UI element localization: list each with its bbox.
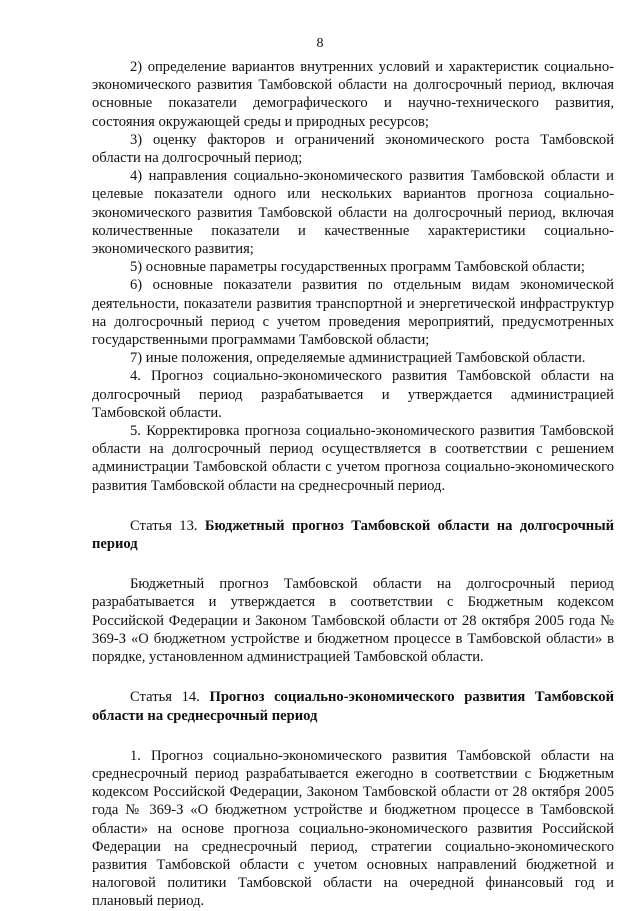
article-13-body: Бюджетный прогноз Тамбовской области на долгосрочный период разрабатывается и утверждается в соответствии с Бюджетным кодексом Российской Федерации и Законом Тамбовской области от 28 октября 2005 года № 369-З «О бюджетном устройстве и бюджетном процессе в Тамбовской области» в порядке, установленном администрацией Тамбовской области. <box>92 576 614 666</box>
article-13-title: Бюджетный прогноз Тамбовской области на долгосрочный период <box>92 517 615 553</box>
clause-4: 4. Прогноз социально-экономического развития Тамбовской области на долгосрочный период разрабатывается и утверждается администрацией Тамбовской области. <box>92 368 614 421</box>
list-item-7: 7) иные положения, определяемые администрацией Тамбовской области. <box>130 350 586 367</box>
article-13-label: Статья 13. <box>130 517 205 534</box>
article-14-body: 1. Прогноз социально-экономического развития Тамбовской области на среднесрочный период разрабатывается ежегодно в соответствии с Бюджетным кодексом Российской Федерации, Законом Тамбовской области от 28 октября 2005 года № 369-З «О бюджетном устройстве и бюджетном процессе в Тамбовской области» на основе прогноза социально-экономического развития Российской Федерации на среднесрочный период, стратегии социально-экономического развития Тамбовской области с учетом основных направлений бюджетной и налоговой политики Тамбовской области на очередной финансовый год и плановый период. <box>92 747 614 910</box>
clause-5: 5. Корректировка прогноза социально-экономического развития Тамбовской области на долгосрочный период осуществляется в соответствии с решением администрации Тамбовской области с учетом прогноза социально-экономического развития Тамбовской области на среднесрочный период. <box>92 423 614 494</box>
article-14-heading <box>92 688 614 724</box>
article-14-label: Статья 14. <box>130 689 210 706</box>
list-item-4: 4) направления социально-экономического развития Тамбовской области и целевые показатели одного или нескольких вариантов прогноза социально-экономического развития Тамбовской области на долгосрочный период, включая количественные показатели и качественные характеристики социально-экономического развития; <box>92 168 614 258</box>
list-item-2: 2) определение вариантов внутренних условий и характеристик социально-экономического развития Тамбовской области на долгосрочный период, включая основные показатели демографического и научно-технического развития, состояния окружающей среды и природных ресурсов; <box>92 59 614 130</box>
list-item-5: 5) основные параметры государственных программ Тамбовской области; <box>130 259 585 276</box>
page-number: 8 <box>316 36 324 51</box>
document-body <box>92 58 614 911</box>
article-14-title: Прогноз социально-экономического развития Тамбовской области на среднесрочный период <box>92 689 615 724</box>
article-13-heading <box>92 517 614 553</box>
list-item-3: 3) оценку факторов и ограничений экономического роста Тамбовской области на долгосрочный период; <box>92 131 614 167</box>
list-item-6: 6) основные показатели развития по отдельным видам экономической деятельности, показатели развития транспортной и энергетической инфраструктур на долгосрочный период с учетом проведения мероприятий, предусмотренных государственными программами Тамбовской области; <box>92 277 614 349</box>
